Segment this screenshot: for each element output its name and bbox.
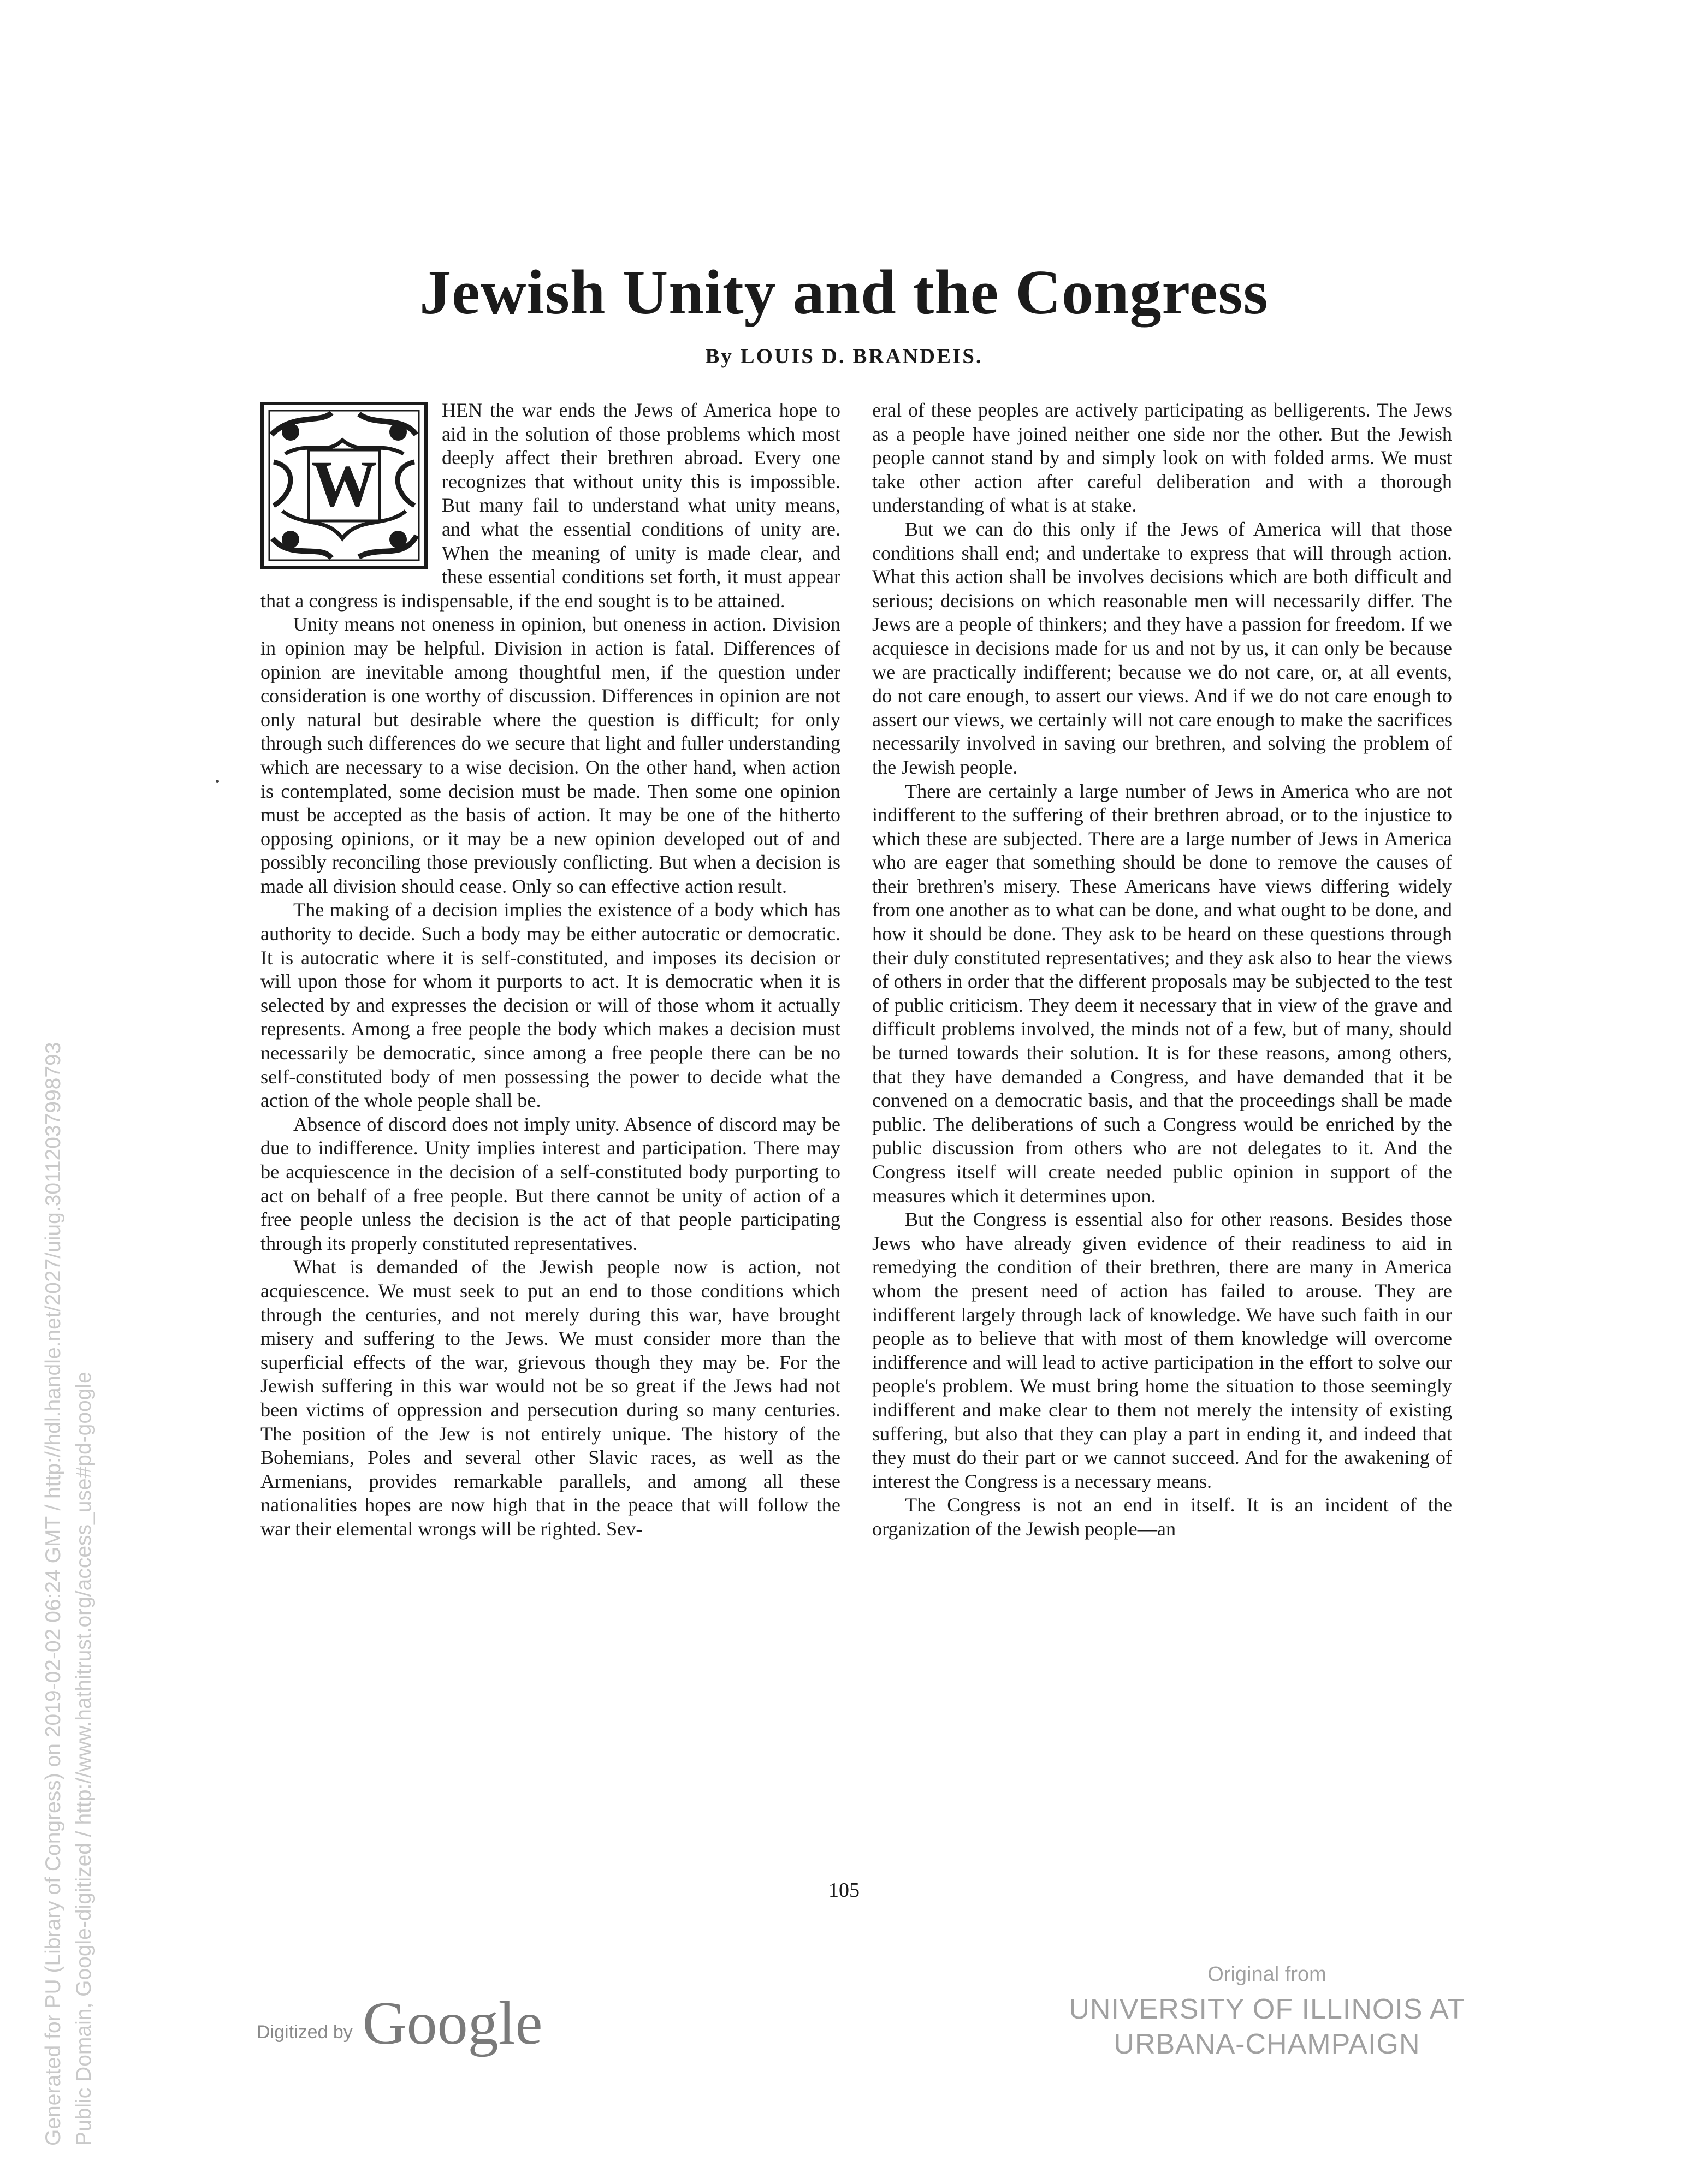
paragraph: But the Congress is essential also for other reasons. Besides those Jews who have already given evidence of their readiness to aid in remedying the condition of their brethren, there are many in America whom the present need of action has failed to arouse. They are indifferent largely through lack of knowledge. We have such faith in our people as to believe that with most of them knowledge will overcome indifference and will lead to active participation in the effort to solve our people's problem. We must bring home the situation to those seemingly indifferent and make clear to them not merely the intensity of existing suffering, but also that they can play a part in ending it, and indeed that they must do their part or we cannot succeed. And for the awakening of interest the Congress is a necessary means.: [872, 1208, 1452, 1492]
dropcap-letter: W: [311, 447, 377, 520]
right-column: [872, 399, 1452, 1541]
paragraph: HEN the war ends the Jews of America hope to aid in the solution of those problems which most deeply affect their brethren abroad. Every one recognizes that without unity this is impossible. But many fail to understand what unity means, and what the essential conditions of unity are. When the meaning of unity is made clear, and these essential conditions set forth, it must appear that a congress is indispensable, if the end sought is to be attained.: [260, 399, 840, 612]
digitized-by-google: [257, 1990, 543, 2057]
watermark-line-1: Generated for PU (Library of Congress) on 2019-02-02 06:24 GMT / http://hdl.handle.net/2027/uiug.30112037998793: [42, 1042, 65, 2146]
paragraph: But we can do this only if the Jews of America will that those conditions shall end; and undertake to express that will through action. What this action shall be involves decisions which are both difficult and serious; decisions on which reasonable men will necessarily differ. The Jews are a people of thinkers; and they have a passion for freedom. If we acquiesce in decisions made for us and not by us, it can only be because we are practically indifferent; because we do not care, or, at all events, do not care enough, to assert our views. And if we do not care enough to assert our views, we certainly will not care enough to make the sacrifices necessarily involved in saving our brethren, and solving the problem of the Jewish people.: [872, 518, 1452, 778]
article-byline: By LOUIS D. BRANDEIS.: [705, 345, 983, 368]
paragraph: Unity means not oneness in opinion, but oneness in action. Division in opinion may be helpful. Division in action is fatal. Differences of opinion are inevitable among thoughtful men, if the question under consideration is one worthy of discussion. Differences in opinion are not only natural but desirable where the question is difficult; for only through such differences do we secure that light and fuller understanding which are necessary to a wise decision. On the other hand, when action is contemplated, some decision must be made. Then some one opinion must be accepted as the basis of action. It may be one of the hitherto opposing opinions, or it may be a new opinion developed out of and possibly reconciling those previously conflicting. But when a decision is made all division should cease. Only so can effective action result.: [260, 613, 840, 897]
paragraph: eral of these peoples are actively participating as belligerents. The Jews as a people have joined neither one side nor the other. But the Jewish people cannot stand by and simply look on with folded arms. We must take other action after careful deliberation and with a thorough understanding of what is at stake.: [872, 399, 1452, 517]
side-watermark: [38, 781, 99, 2146]
digitized-by-label: Digitized by: [257, 2022, 353, 2043]
university-line-2: URBANA-CHAMPAIGN: [1114, 2028, 1420, 2060]
paragraph: The Congress is not an end in itself. It is an incident of the organization of the Jewish people—an: [872, 1494, 1452, 1540]
paragraph: What is demanded of the Jewish people now is action, not acquiescence. We must seek to put an end to those conditions which through the centuries, and not merely during this war, have brought misery and suffering to the Jews. We must consider more than the superficial effects of the war, grievous though they may be. For the Jewish suffering in this war would not be so great if the Jews had not been victims of oppression and persecution during so many centuries. The position of the Jew is not entirely unique. The history of the Bohemians, Poles and several other Slavic races, as well as the Armenians, provides remarkable parallels, and among all these nationalities hopes are now high that in the peace that will follow the war their elemental wrongs will be righted. Sev-: [260, 1256, 840, 1540]
left-column: [260, 399, 840, 1541]
paragraph: There are certainly a large number of Jews in America who are not indifferent to the suffering of their brethren abroad, or to the injustice to which these are subjected. There are a large number of Jews in America who are eager that something should be done to remove the causes of their brethren's misery. These Americans have views differing widely from one another as to what can be done, and what ought to be done, and how it should be done. They ask to be heard on these questions through their duly constituted representatives; and they ask also to hear the views of others in order that the different proposals may be subjected to the test of public criticism. They deem it necessary that in view of the grave and difficult problems involved, the minds not of a few, but of many, should be turned towards their solution. It is for these reasons, among others, that they have demanded a Congress, and have demanded that it be convened on a democratic basis, and that the proceedings shall be made public. The deliberations of such a Congress would be enriched by the public discussion from others who are not delegates to it. And the Congress itself will create needed public opinion in support of the measures which it determines upon.: [872, 780, 1452, 1207]
floral-ornament-icon: [260, 402, 428, 569]
google-logo: Google: [362, 1990, 543, 2057]
ornamental-dropcap: [260, 402, 428, 569]
original-source: [1038, 1963, 1496, 2062]
page-number: 105: [828, 1879, 860, 1902]
article-title: Jewish Unity and the Congress: [419, 258, 1269, 328]
watermark-line-2: Public Domain, Google-digitized / http://www.hathitrust.org/access_use#pd-google: [72, 1372, 96, 2146]
paragraph: Absence of discord does not imply unity. Absence of discord may be due to indifference. Unity implies interest and participation. There may be acquiescence in the decision of a self-constituted body purporting to act on behalf of a free people. But there cannot be unity of action of a free people unless the decision is the act of that people participating through its properly constituted representatives.: [260, 1113, 840, 1254]
print-speck: [216, 780, 219, 783]
paragraph: The making of a decision implies the existence of a body which has authority to decide. Such a body may be either autocratic or democratic. It is autocratic where it is self-constituted, and imposes its decision or will upon those for whom it purports to act. It is democratic when it is selected by and expresses the decision or will of those whom it actually represents. Among a free people the body which makes a decision must necessarily be democratic, since among a free people there can be no self-constituted body of men possessing the power to decide what the action of the whole people shall be.: [260, 899, 840, 1112]
university-line-1: UNIVERSITY OF ILLINOIS AT: [1069, 1993, 1465, 2025]
original-from-label: Original from: [1207, 1963, 1326, 1986]
